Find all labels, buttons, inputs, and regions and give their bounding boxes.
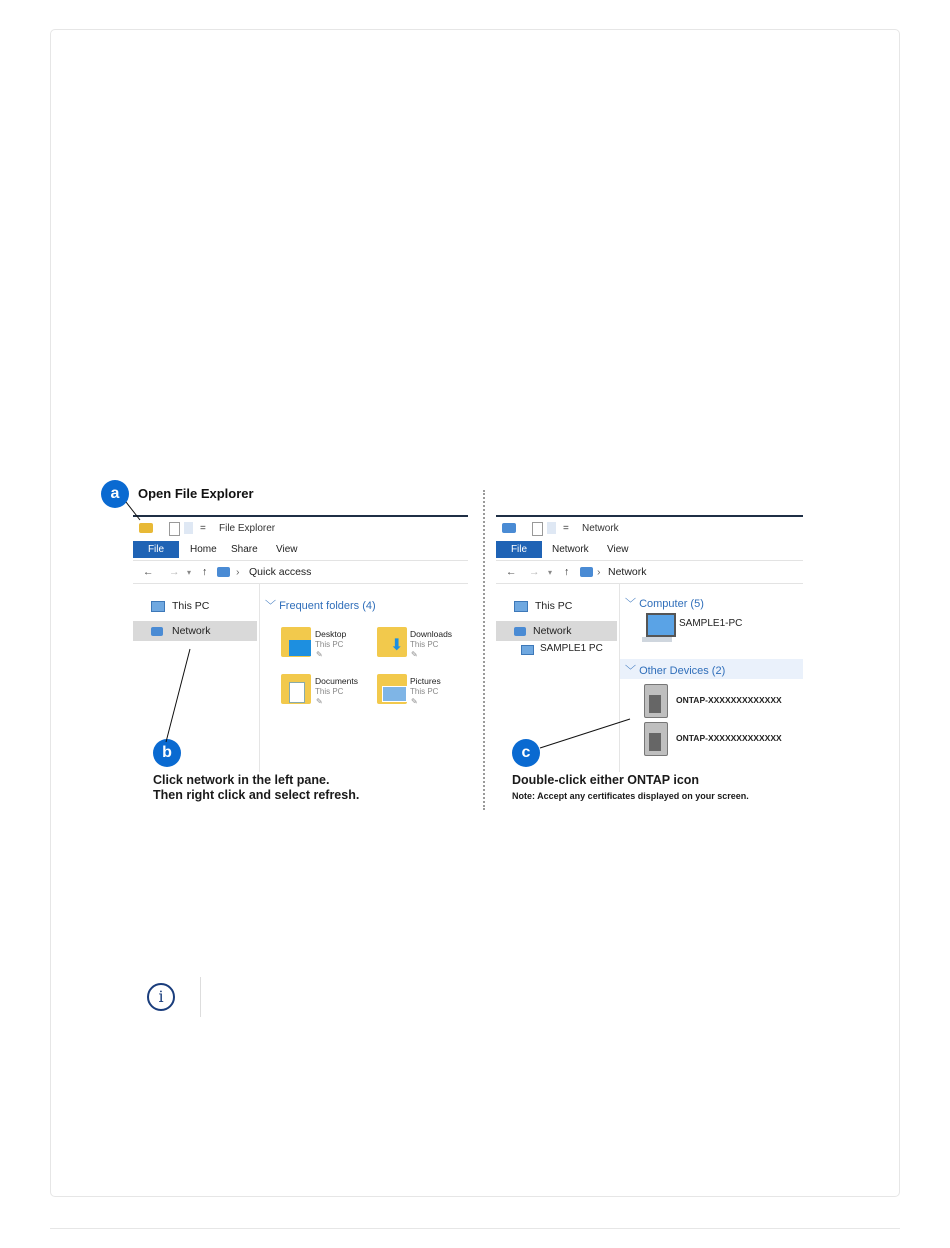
back-arrow-icon[interactable]: ← [143,566,154,578]
nav-label: This PC [535,600,573,612]
ribbon-tab-home[interactable]: Home [190,544,217,555]
callout-lines [100,478,820,813]
address-path[interactable]: Network [608,566,647,578]
step-c-note: Note: Accept any certificates displayed on your screen. [512,791,749,801]
pin-icon: ✎ [411,650,418,659]
step-b-caption-line2: Then right click and select refresh. [153,788,360,802]
section-frequent-folders[interactable]: ﹀ Frequent folders (4) [265,600,376,612]
nav-label: Network [172,625,211,637]
info-icon: i [147,983,175,1011]
device-name[interactable]: ONTAP-XXXXXXXXXXXXX [676,733,782,743]
footer-rule [50,1228,900,1229]
chevron-down-icon: ﹀ [265,600,276,612]
nav-label: SAMPLE1 PC [540,643,603,654]
computer-name[interactable]: SAMPLE1-PC [679,618,743,629]
folder-name[interactable]: Pictures [410,676,441,686]
folder-location: This PC [410,687,439,696]
breadcrumb-separator-icon: › [597,566,601,578]
pin-icon: ✎ [316,697,323,706]
folder-location: This PC [410,640,439,649]
pin-icon: ✎ [411,697,418,706]
pin-icon: ✎ [316,650,323,659]
device-name[interactable]: ONTAP-XXXXXXXXXXXXX [676,695,782,705]
note-divider [200,977,201,1017]
step-c-badge: c [512,739,540,767]
nav-label: Network [533,625,572,637]
callout-line-a [126,502,140,520]
folder-name[interactable]: Desktop [315,629,347,639]
callout-line-b [166,649,190,742]
recent-chevron-icon[interactable]: ▾ [187,568,192,577]
step-a-title: Open File Explorer [138,486,254,501]
callout-line-c [540,719,630,748]
ribbon-tab-file[interactable]: File [496,541,542,558]
chevron-down-icon: ﹀ [625,665,636,677]
step-b-badge: b [153,739,181,767]
downloads-folder-icon[interactable]: ⬇ [377,627,407,657]
nav-label: This PC [172,600,210,612]
folder-location: This PC [315,640,344,649]
address-path[interactable]: Quick access [249,566,312,578]
qat-customize-icon[interactable]: = [563,523,569,534]
forward-arrow-icon[interactable]: → [529,566,540,578]
back-arrow-icon[interactable]: ← [506,566,517,578]
window-title: Network [582,523,619,534]
section-other-devices[interactable]: ﹀ Other Devices (2) [625,665,726,677]
step-b-caption-line1: Click network in the left pane. [153,773,330,787]
window-title: File Explorer [219,523,276,534]
breadcrumb-separator-icon: › [236,566,240,578]
section-computer[interactable]: ﹀ Computer (5) [625,598,704,610]
ribbon-tab-view[interactable]: View [607,544,629,555]
step-c-caption: Double-click either ONTAP icon [512,773,700,787]
forward-arrow-icon[interactable]: → [169,566,180,578]
folder-location: This PC [315,687,344,696]
step-a-badge: a [101,480,129,508]
ribbon-tab-share[interactable]: Share [231,544,258,555]
ribbon-tab-file[interactable]: File [133,541,179,558]
chevron-down-icon: ﹀ [625,598,636,610]
recent-chevron-icon[interactable]: ▾ [548,568,553,577]
folder-name[interactable]: Documents [315,676,358,686]
up-arrow-icon[interactable]: ↑ [202,566,208,578]
qat-customize-icon[interactable]: = [200,523,206,534]
setup-figure [100,478,820,813]
ribbon-tab-network[interactable]: Network [552,544,589,555]
folder-name[interactable]: Downloads [410,629,453,639]
ribbon-tab-view[interactable]: View [276,544,298,555]
up-arrow-icon[interactable]: ↑ [564,566,570,578]
